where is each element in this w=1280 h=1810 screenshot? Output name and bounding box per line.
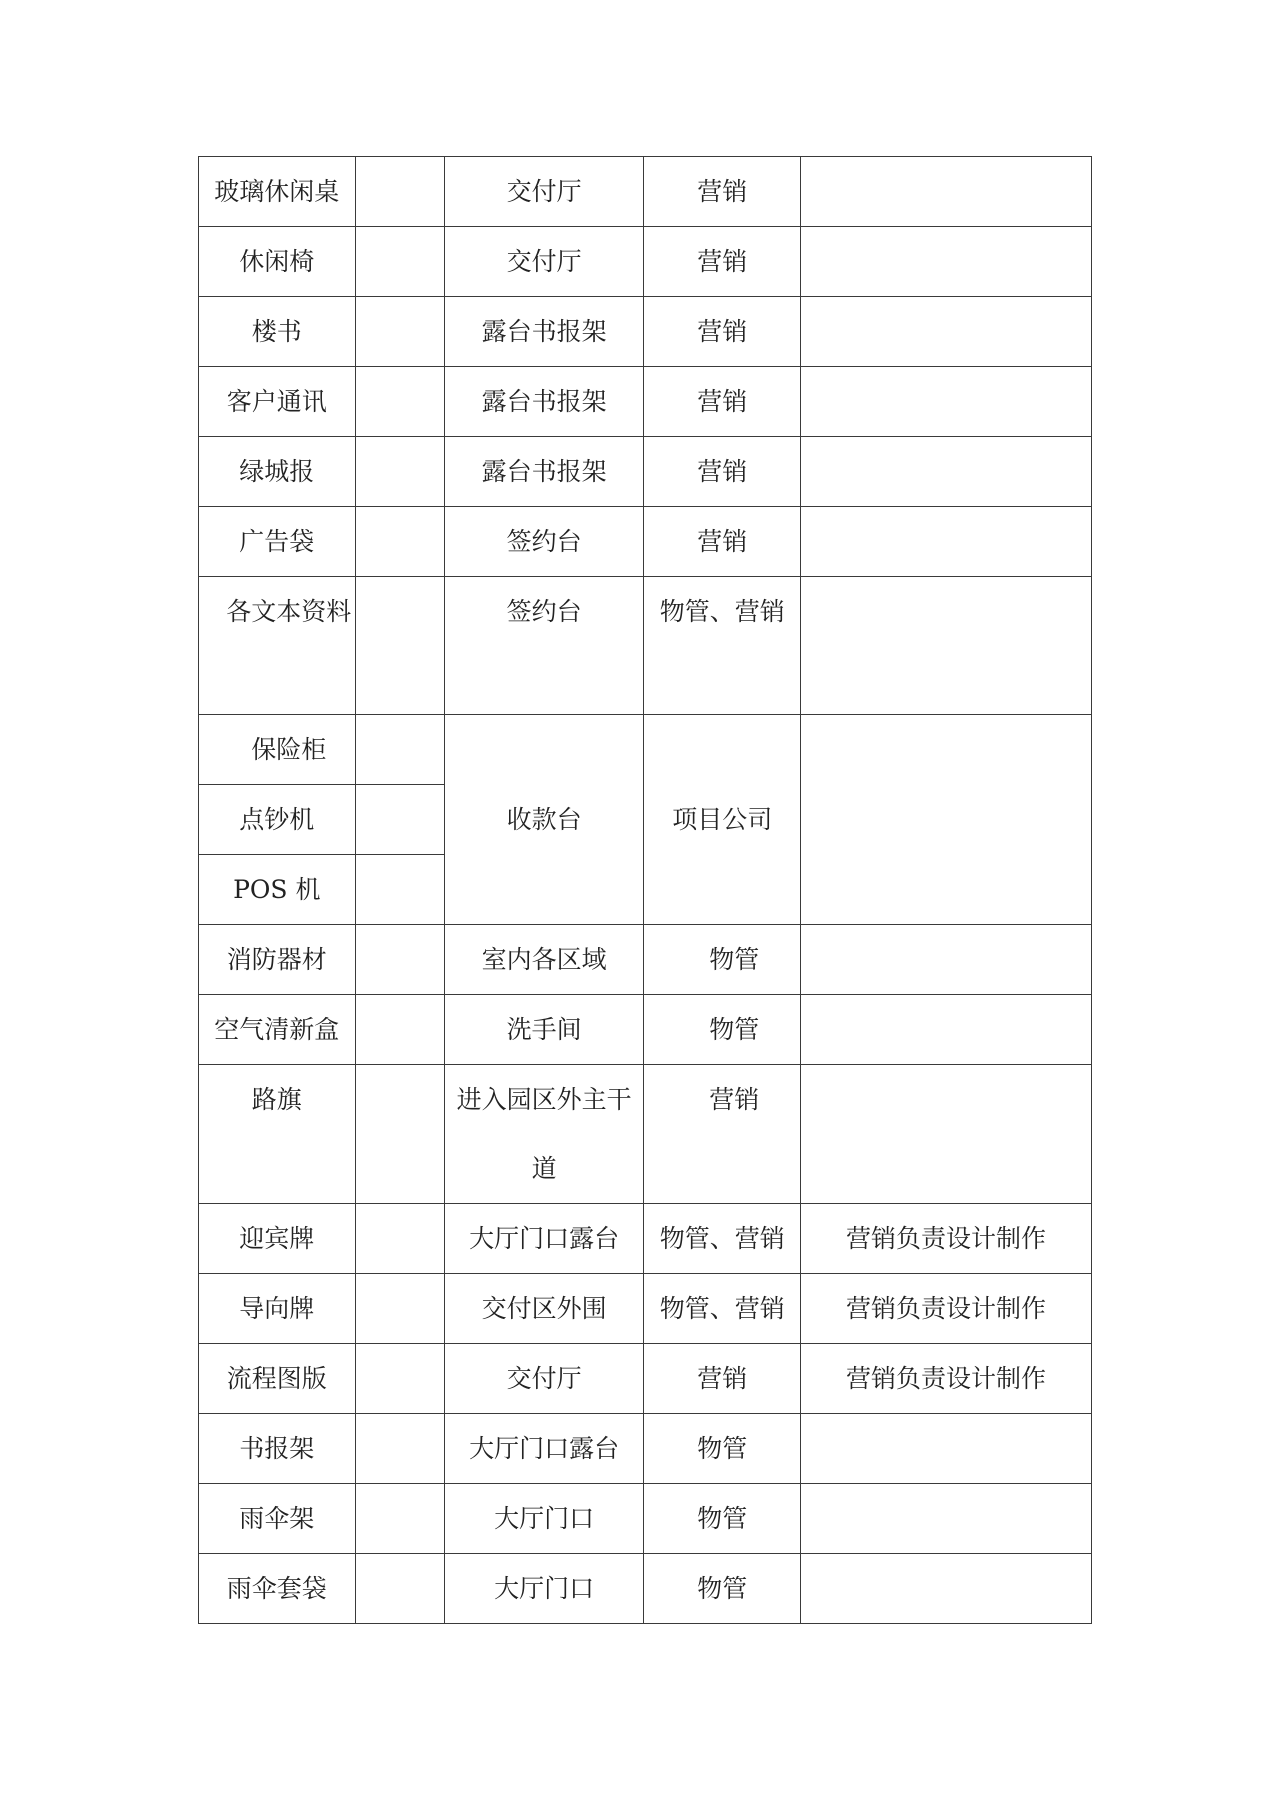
item-cell: 迎宾牌 bbox=[199, 1204, 356, 1274]
dept-cell: 营销 bbox=[644, 507, 801, 577]
note-cell bbox=[800, 577, 1091, 715]
note-cell: 营销负责设计制作 bbox=[800, 1344, 1091, 1414]
item-cell: 客户通讯 bbox=[199, 367, 356, 437]
item-cell: 广告袋 bbox=[199, 507, 356, 577]
note-cell bbox=[800, 297, 1091, 367]
location-cell: 签约台 bbox=[444, 577, 644, 715]
dept-cell: 营销 bbox=[644, 227, 801, 297]
location-cell: 交付厅 bbox=[444, 157, 644, 227]
note-cell bbox=[800, 157, 1091, 227]
dept-cell: 营销 bbox=[644, 157, 801, 227]
note-cell: 营销负责设计制作 bbox=[800, 1204, 1091, 1274]
note-cell bbox=[800, 715, 1091, 925]
location-cell: 洗手间 bbox=[444, 995, 644, 1065]
location-cell: 露台书报架 bbox=[444, 297, 644, 367]
item-cell: POS 机 bbox=[199, 855, 356, 925]
item-cell: 保险柜 bbox=[199, 715, 356, 785]
blank-cell bbox=[355, 715, 444, 785]
dept-cell: 物管、营销 bbox=[644, 1204, 801, 1274]
note-cell bbox=[800, 507, 1091, 577]
blank-cell bbox=[355, 437, 444, 507]
table-row bbox=[199, 297, 1092, 367]
location-cell: 大厅门口露台 bbox=[444, 1204, 644, 1274]
dept-cell: 项目公司 bbox=[644, 715, 801, 925]
location-cell: 露台书报架 bbox=[444, 367, 644, 437]
note-cell: 营销负责设计制作 bbox=[800, 1274, 1091, 1344]
location-cell: 进入园区外主干道 bbox=[444, 1065, 644, 1204]
table-row bbox=[199, 437, 1092, 507]
item-cell: 绿城报 bbox=[199, 437, 356, 507]
table-row bbox=[199, 1484, 1092, 1554]
item-cell: 流程图版 bbox=[199, 1344, 356, 1414]
item-cell: 休闲椅 bbox=[199, 227, 356, 297]
table-row bbox=[199, 577, 1092, 715]
blank-cell bbox=[355, 855, 444, 925]
location-cell: 室内各区域 bbox=[444, 925, 644, 995]
table-row bbox=[199, 995, 1092, 1065]
note-cell bbox=[800, 1554, 1091, 1624]
blank-cell bbox=[355, 507, 444, 577]
item-cell: 空气清新盒 bbox=[199, 995, 356, 1065]
location-cell: 交付厅 bbox=[444, 227, 644, 297]
dept-cell: 物管、营销 bbox=[644, 577, 801, 715]
location-cell: 交付区外围 bbox=[444, 1274, 644, 1344]
dept-cell: 物管 bbox=[644, 995, 801, 1065]
location-cell: 交付厅 bbox=[444, 1344, 644, 1414]
note-cell bbox=[800, 925, 1091, 995]
table-row bbox=[199, 1204, 1092, 1274]
table-row bbox=[199, 1065, 1092, 1204]
item-cell: 楼书 bbox=[199, 297, 356, 367]
item-cell: 点钞机 bbox=[199, 785, 356, 855]
blank-cell bbox=[355, 1484, 444, 1554]
dept-cell: 营销 bbox=[644, 437, 801, 507]
location-cell: 收款台 bbox=[444, 715, 644, 925]
blank-cell bbox=[355, 1344, 444, 1414]
blank-cell bbox=[355, 577, 444, 715]
table-row bbox=[199, 1344, 1092, 1414]
dept-cell: 营销 bbox=[644, 297, 801, 367]
note-cell bbox=[800, 1484, 1091, 1554]
table-row bbox=[199, 1414, 1092, 1484]
location-cell: 大厅门口 bbox=[444, 1484, 644, 1554]
item-cell: 路旗 bbox=[199, 1065, 356, 1204]
item-cell: 雨伞架 bbox=[199, 1484, 356, 1554]
item-cell: 雨伞套袋 bbox=[199, 1554, 356, 1624]
blank-cell bbox=[355, 367, 444, 437]
location-cell: 签约台 bbox=[444, 507, 644, 577]
table-row bbox=[199, 157, 1092, 227]
table-row bbox=[199, 507, 1092, 577]
dept-cell: 物管 bbox=[644, 925, 801, 995]
dept-cell: 物管 bbox=[644, 1554, 801, 1624]
item-cell: 各文本资料 bbox=[199, 577, 356, 715]
table-row bbox=[199, 1554, 1092, 1624]
item-cell: 玻璃休闲桌 bbox=[199, 157, 356, 227]
blank-cell bbox=[355, 297, 444, 367]
note-cell bbox=[800, 995, 1091, 1065]
table-row bbox=[199, 1274, 1092, 1344]
note-cell bbox=[800, 437, 1091, 507]
table-row bbox=[199, 925, 1092, 995]
item-cell: 消防器材 bbox=[199, 925, 356, 995]
blank-cell bbox=[355, 995, 444, 1065]
dept-cell: 物管 bbox=[644, 1414, 801, 1484]
dept-cell: 营销 bbox=[644, 1065, 801, 1204]
blank-cell bbox=[355, 157, 444, 227]
blank-cell bbox=[355, 227, 444, 297]
location-cell: 露台书报架 bbox=[444, 437, 644, 507]
blank-cell bbox=[355, 925, 444, 995]
dept-cell: 营销 bbox=[644, 1344, 801, 1414]
blank-cell bbox=[355, 1204, 444, 1274]
dept-cell: 物管 bbox=[644, 1484, 801, 1554]
note-cell bbox=[800, 367, 1091, 437]
blank-cell bbox=[355, 1274, 444, 1344]
dept-cell: 物管、营销 bbox=[644, 1274, 801, 1344]
equipment-table bbox=[198, 156, 1092, 1624]
note-cell bbox=[800, 227, 1091, 297]
note-cell bbox=[800, 1414, 1091, 1484]
blank-cell bbox=[355, 1065, 444, 1204]
blank-cell bbox=[355, 785, 444, 855]
blank-cell bbox=[355, 1414, 444, 1484]
table-row bbox=[199, 227, 1092, 297]
dept-cell: 营销 bbox=[644, 367, 801, 437]
table-row bbox=[199, 715, 1092, 785]
note-cell bbox=[800, 1065, 1091, 1204]
blank-cell bbox=[355, 1554, 444, 1624]
location-cell: 大厅门口 bbox=[444, 1554, 644, 1624]
item-cell: 书报架 bbox=[199, 1414, 356, 1484]
item-cell: 导向牌 bbox=[199, 1274, 356, 1344]
table-row bbox=[199, 367, 1092, 437]
location-cell: 大厅门口露台 bbox=[444, 1414, 644, 1484]
